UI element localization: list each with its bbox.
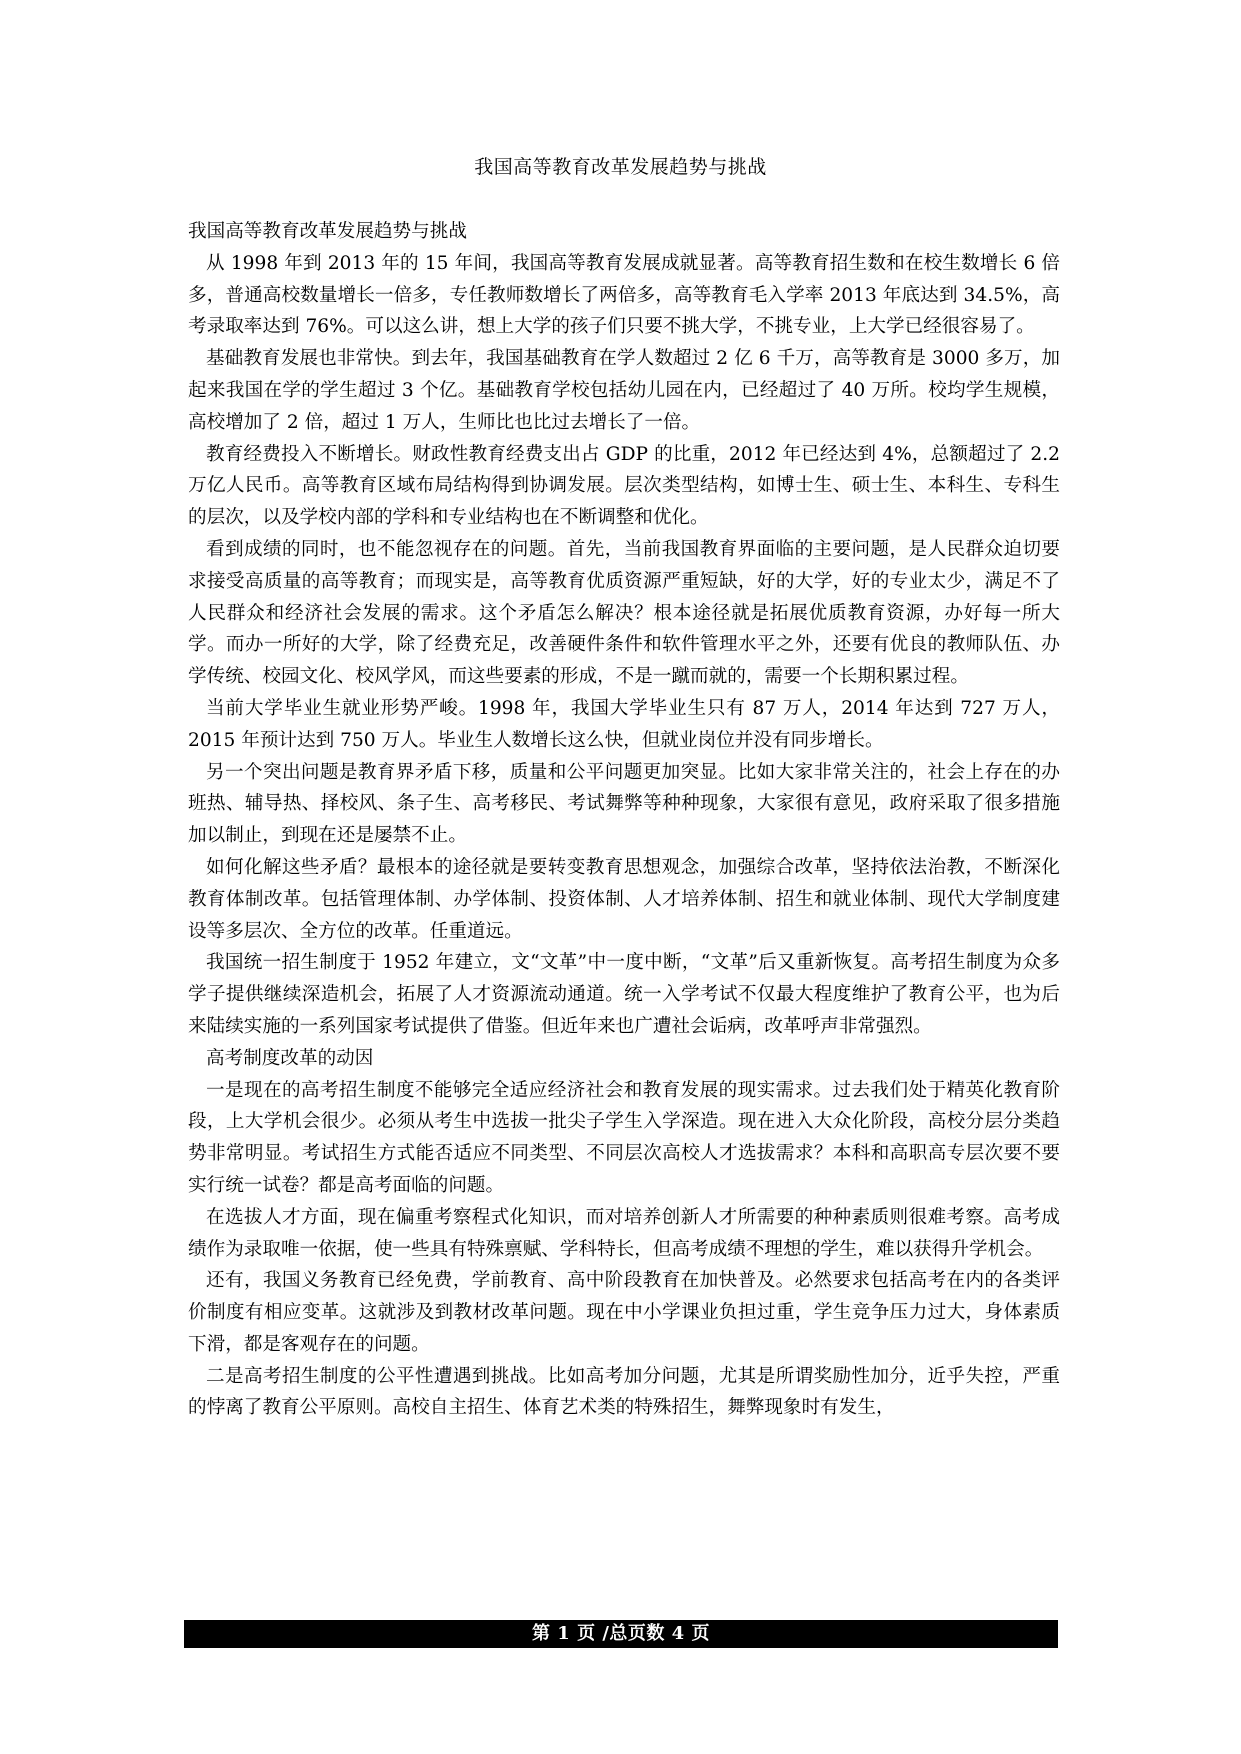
paragraph: 教育经费投入不断增长。财政性教育经费支出占 GDP 的比重，2012 年已经达到 4%，总额超过了 2.2 万亿人民币。高等教育区域布局结构得到协调发展。层次类型结构，如博士生、硕士生、本科生、专科生的层次，以及学校内部的学科和专业结构也在不断调整和优化。 [188, 443, 1060, 529]
document-body [188, 216, 1060, 1424]
section-heading: 高考制度改革的动因 [206, 1047, 374, 1069]
page-footer [184, 1620, 1058, 1648]
paragraph: 如何化解这些矛盾？最根本的途径就是要转变教育思想观念，加强综合改革，坚持依法治教，不断深化教育体制改革。包括管理体制、办学体制、投资体制、人才培养体制、招生和就业体制、现代大学制度建设等多层次、全方位的改革。任重道远。 [188, 856, 1060, 942]
paragraph: 我国统一招生制度于 1952 年建立，文“文革”中一度中断，“文革”后又重新恢复。高考招生制度为众多学子提供继续深造机会，拓展了人才资源流动通道。统一入学考试不仅最大程度维护了教育公平，也为后来陆续实施的一系列国家考试提供了借鉴。但近年来也广遭社会诟病，改革呼声非常强烈。 [188, 952, 1060, 1037]
paragraph: 看到成绩的同时，也不能忽视存在的问题。首先，当前我国教育界面临的主要问题，是人民群众迫切要求接受高质量的高等教育；而现实是，高等教育优质资源严重短缺，好的大学，好的专业太少，满足不了人民群众和经济社会发展的需求。这个矛盾怎么解决？根本途径就是拓展优质教育资源，办好每一所大学。而办一所好的大学，除了经费充足，改善硬件条件和软件管理水平之外，还要有优良的教师队伍、办学传统、校园文化、校风学风，而这些要素的形成，不是一蹴而就的，需要一个长期积累过程。 [188, 538, 1060, 688]
paragraph-heading: 我国高等教育改革发展趋势与挑战 [188, 221, 467, 242]
document-title: 我国高等教育改革发展趋势与挑战 [474, 156, 767, 178]
paragraph: 另一个突出问题是教育界矛盾下移，质量和公平问题更加突显。比如大家非常关注的，社会上存在的办班热、辅导热、择校风、条子生、高考移民、考试舞弊等种种现象，大家很有意见，政府采取了很多措施加以制止，到现在还是屡禁不止。 [188, 761, 1060, 847]
paragraph: 二是高考招生制度的公平性遭遇到挑战。比如高考加分问题，尤其是所谓奖励性加分，近乎失控，严重的悖离了教育公平原则。高校自主招生、体育艺术类的特殊招生，舞弊现象时有发生， [188, 1365, 1060, 1419]
paragraph: 一是现在的高考招生制度不能够完全适应经济社会和教育发展的现实需求。过去我们处于精英化教育阶段，上大学机会很少。必须从考生中选拔一批尖子学生入学深造。现在进入大众化阶段，高校分层分类趋势非常明显。考试招生方式能否适应不同类型、不同层次高校人才选拔需求？本科和高职高专层次要不要实行统一试卷？都是高考面临的问题。 [188, 1079, 1060, 1196]
page-number: 第 1 页 /总页数 4 页 [532, 1623, 710, 1644]
paragraph: 从 1998 年到 2013 年的 15 年间，我国高等教育发展成就显著。高等教育招生数和在校生数增长 6 倍多，普通高校数量增长一倍多，专任教师数增长了两倍多，高等教育毛入学率 2013 年底达到 34.5%，高考录取率达到 76%。可以这么讲，想上大学的孩子们只要不挑大学，不挑专业，上大学已经很容易了。 [188, 252, 1060, 338]
paragraph: 当前大学毕业生就业形势严峻。1998 年，我国大学毕业生只有 87 万人，2014 年达到 727 万人，2015 年预计达到 750 万人。毕业生人数增长这么快，但就业岗位并没有同步增长。 [188, 697, 1060, 751]
paragraph: 在选拔人才方面，现在偏重考察程式化知识，而对培养创新人才所需要的种种素质则很难考察。高考成绩作为录取唯一依据，使一些具有特殊禀赋、学科特长，但高考成绩不理想的学生，难以获得升学机会。 [188, 1206, 1060, 1260]
paragraph: 还有，我国义务教育已经免费，学前教育、高中阶段教育在加快普及。必然要求包括高考在内的各类评价制度有相应变革。这就涉及到教材改革问题。现在中小学课业负担过重，学生竞争压力过大，身体素质下滑，都是客观存在的问题。 [188, 1270, 1060, 1355]
paragraph: 基础教育发展也非常快。到去年，我国基础教育在学人数超过 2 亿 6 千万，高等教育是 3000 多万，加起来我国在学的学生超过 3 个亿。基础教育学校包括幼儿园在内，已经超过了 40 万所。校均学生规模，高校增加了 2 倍，超过 1 万人，生师比也比过去增长了一倍。 [188, 348, 1060, 433]
